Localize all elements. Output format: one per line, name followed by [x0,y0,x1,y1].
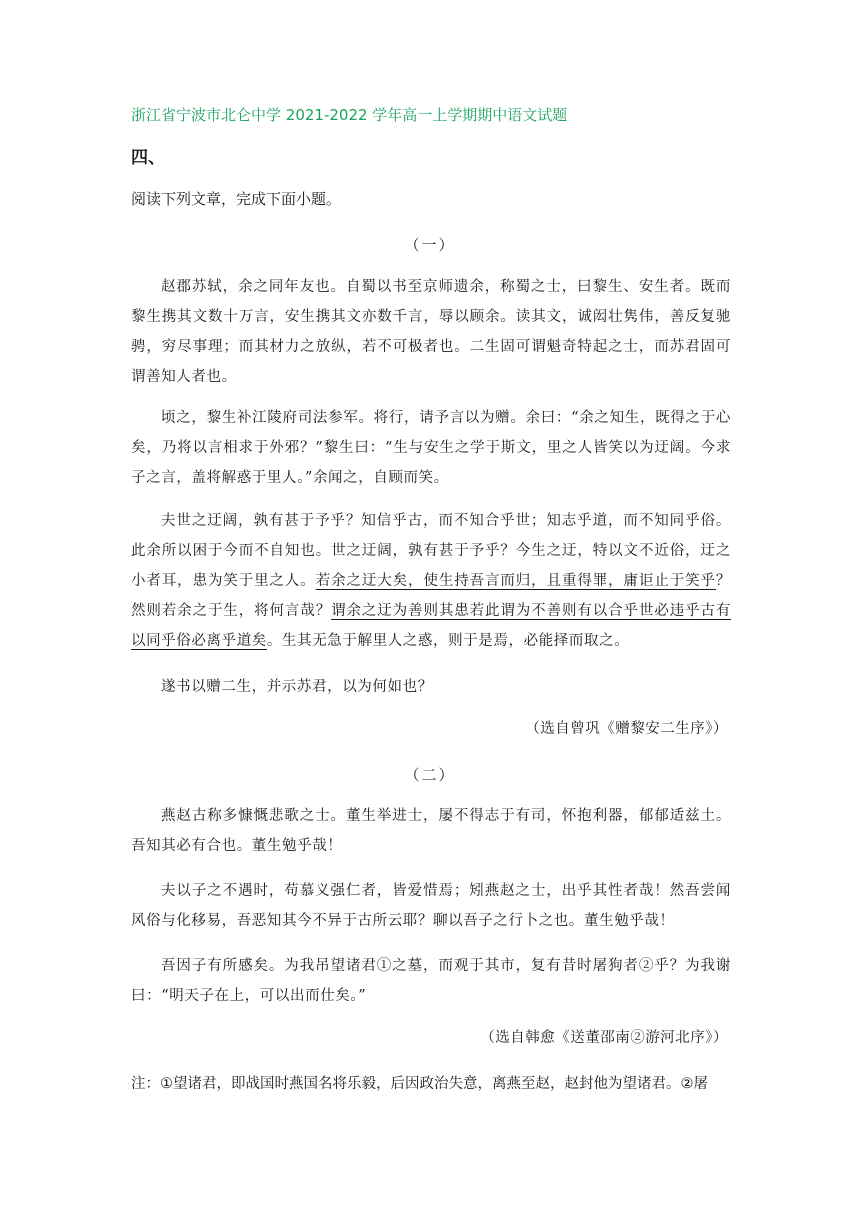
source-title: 浙江省宁波市北仑中学 2021-2022 学年高一上学期期中语文试题 [131,106,568,124]
p3-text-c: 。生其无急于解里人之惑，则于是焉，必能择而取之。 [266,633,630,649]
part-two-paragraph-2: 夫以子之不遇时，苟慕义强仁者，皆爱惜焉；矧燕赵之士，出乎其性者哉！然吾尝闻风俗与化移易，吾恶知其今不异于古所云耶？聊以吾子之行卜之也。董生勉乎哉！ [131,883,731,929]
instruction-text: 阅读下列文章，完成下面小题。 [131,190,342,208]
p3-text-a: 夫世之迂阔，孰有甚于予乎？知信乎古，而不知合乎世；知志乎道，而不知同乎俗。此余所以困于今而不自知也。世之迂阔，孰有甚于予乎？今生之迂，特以文不近俗，迂之小者耳，患为笑于里之人。 [131,513,731,589]
part-one-paragraph-3 [131,506,731,656]
section-heading: 四、 [131,148,165,168]
underlined-sentence-1: 若余之迂大矣，使生持吾言而归，且重得罪，庸讵止于笑乎 [315,573,716,589]
underlined-sentence-2: 谓余之迂为善则其患若此谓为不善则有以合乎世必违乎古有以同乎俗必离乎道矣 [131,603,731,649]
p3-text-b: ？然则若余之于生，将何言哉？ [131,573,731,619]
part-one-title: （一） [404,236,456,254]
part-one-paragraph-4: 遂书以赠二生，并示苏君，以为何如也？ [161,679,433,695]
part-two-title: （二） [404,766,456,784]
part-two-paragraph-3: 吾因子有所感矣。为我吊望诸君①之墓，而观于其市，复有昔时屠狗者②乎？为我谢曰：“明天子在上，可以出而仕矣。” [131,958,731,1004]
part-one-paragraph-2: 顷之，黎生补江陵府司法参军。将行，请予言以为赠。余曰：“余之知生，既得之于心矣，乃将以言相求于外邪？”黎生曰：“生与安生之学于斯文，里之人皆笑以为迂阔。今求子之言，盖将解惑于里人。”余闻之，自顾而笑。 [131,410,731,486]
part-two-paragraph-1: 燕赵古称多慷慨悲歌之士。董生举进士，屡不得志于有司，怀抱利器，郁郁适兹土。吾知其必有合也。董生勉乎哉！ [131,808,731,854]
part-one-paragraph-1: 赵郡苏轼，余之同年友也。自蜀以书至京师遗余，称蜀之士，曰黎生、安生者。既而黎生携其文数十万言，安生携其文亦数千言，辱以顾余。读其文，诚闳壮隽伟，善反复驰骋，穷尽事理；而其材力之放纵，若不可极者也。二生固可谓魁奇特起之士，而苏君固可谓善知人者也。 [131,279,731,385]
part-two-attribution: （选自韩愈《送董邵南②游河北序》） [480,1030,728,1046]
part-one-attribution: （选自曾巩《赠黎安二生序》） [525,721,728,737]
footnote: 注：①望诸君，即战国时燕国名将乐毅，后因政治失意，离燕至赵，赵封他为望诸君。②屠 [131,1076,708,1092]
